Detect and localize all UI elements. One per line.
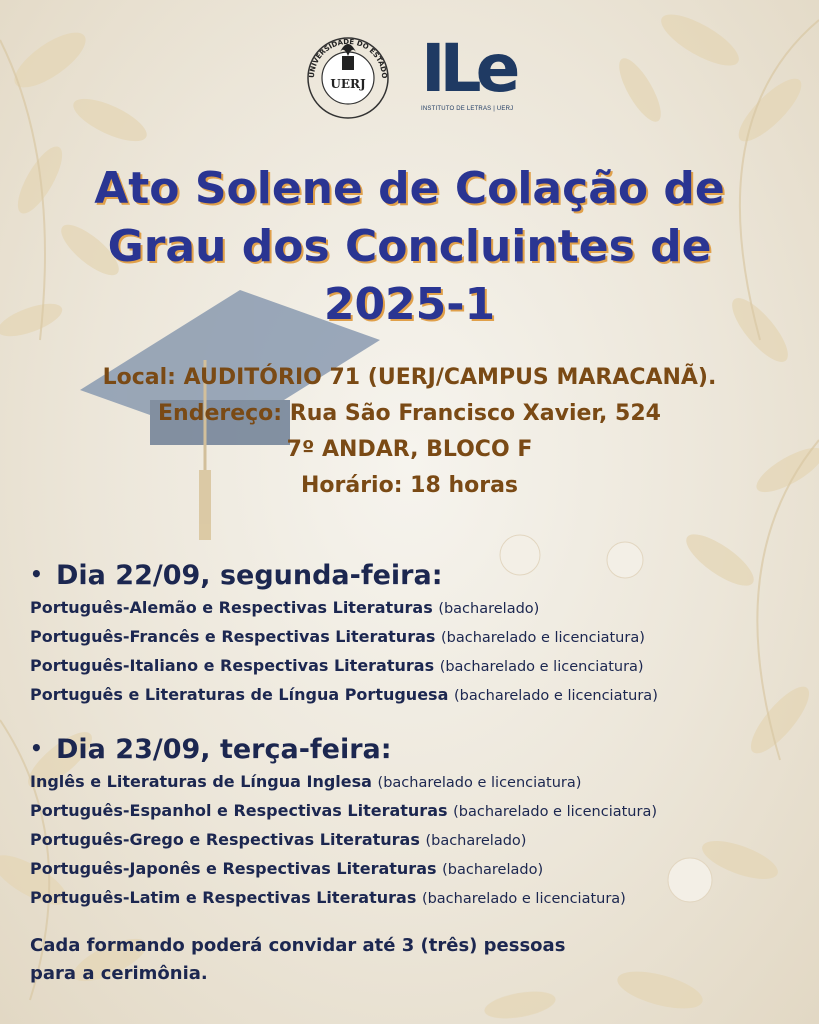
title-line: Grau dos Concluintes de <box>107 221 712 272</box>
bullet-icon: • <box>30 562 43 586</box>
course-item: Português-Espanhol e Respectivas Literaturas (bacharelado e licenciatura) <box>30 801 657 820</box>
day-section-1 <box>30 556 810 710</box>
course-item: Português-Grego e Respectivas Literaturas (bacharelado) <box>30 830 527 849</box>
course-item: Português-Alemão e Respectivas Literaturas (bacharelado) <box>30 598 540 617</box>
title-line: 2025-1 <box>323 279 496 330</box>
event-time: Horário: 18 horas <box>300 473 519 498</box>
guest-note <box>30 932 790 988</box>
event-location: Local: AUDITÓRIO 71 (UERJ/CAMPUS MARACANÃ). <box>102 365 717 390</box>
event-floor: 7º ANDAR, BLOCO F <box>286 437 533 462</box>
uerj-seal-logo <box>300 22 396 132</box>
course-item: Português-Japonês e Respectivas Literaturas (bacharelado) <box>30 859 544 878</box>
event-info <box>20 360 799 504</box>
course-item: Inglês e Literaturas de Língua Inglesa (bacharelado e licenciatura) <box>30 772 582 791</box>
note-line: para a cerimônia. <box>30 963 208 984</box>
logo-header <box>0 22 819 142</box>
course-item: Português-Francês e Respectivas Literaturas (bacharelado e licenciatura) <box>30 627 645 646</box>
course-item: Português e Literaturas de Língua Portuguesa (bacharelado e licenciatura) <box>30 685 658 704</box>
page-title <box>40 160 779 334</box>
ile-logo-subtitle: INSTITUTO DE LETRAS | UERJ <box>421 106 514 112</box>
event-address: Endereço: Rua São Francisco Xavier, 524 <box>158 401 661 426</box>
course-item: Português-Latim e Respectivas Literaturas (bacharelado e licenciatura) <box>30 888 626 907</box>
day-heading: • Dia 23/09, terça-feira: <box>30 730 810 768</box>
ile-logo-mark: ILe <box>421 30 515 107</box>
day-heading: • Dia 22/09, segunda-feira: <box>30 556 810 594</box>
title-line: Ato Solene de Colação de <box>94 163 725 214</box>
bullet-icon: • <box>30 736 43 760</box>
course-item: Português-Italiano e Respectivas Literaturas (bacharelado e licenciatura) <box>30 656 644 675</box>
svg-text:UNIVERSIDADE DO ESTADO DO RIO: UNIVERSIDADE DO ESTADO <box>307 37 389 79</box>
ile-logo <box>421 30 515 136</box>
day-section-2 <box>30 730 810 913</box>
note-line: Cada formando poderá convidar até 3 (três) pessoas <box>30 935 566 956</box>
svg-text:UERJ: UERJ <box>330 77 366 91</box>
